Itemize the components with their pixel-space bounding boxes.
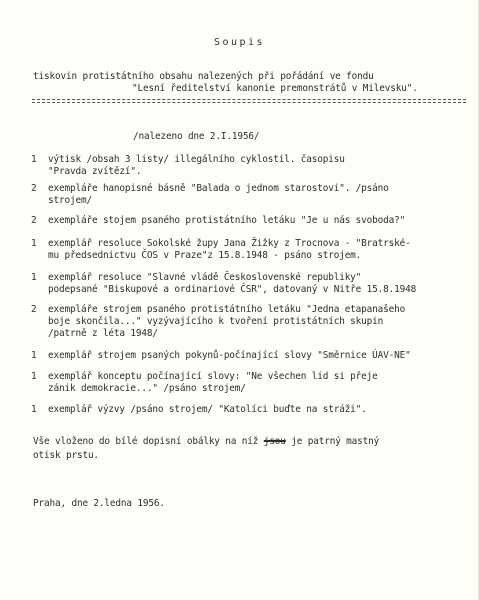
divider-rule-double xyxy=(32,102,466,103)
item-line: "Pravda zvítězí". xyxy=(48,166,142,177)
item-number: 2 xyxy=(31,183,37,194)
item-line: exemplář resoluce "Slavné vládě Československé republiky" xyxy=(48,272,362,283)
item-line: exempláře hanopisné básně "Balada o jednom starostovi". /psáno xyxy=(48,183,389,194)
item-line: exemplář výzvy /psáno strojem/ "Katolíci buďte na stráži". xyxy=(48,404,367,415)
item-line: strojem/ xyxy=(48,195,92,206)
item-line: exempláře strojem psaného protistátního letáku "Jedna etapanašeho xyxy=(48,304,406,315)
subtitle-line-2: "Lesní ředitelství kanonie premonstrátů v Milevsku". xyxy=(132,83,418,94)
closing-line-2: otisk prstu. xyxy=(33,450,99,461)
subtitle-line-1: tiskovin protistátního obsahu nalezených při pořádání ve fondu xyxy=(33,71,374,82)
item-number: 1 xyxy=(31,272,37,283)
place-date: Praha, dne 2.ledna 1956. xyxy=(33,498,165,509)
struck-word: jsou xyxy=(263,436,286,447)
item-line: exempláře stojem psaného protistátního letáku "Je u nás svoboda?" xyxy=(48,215,406,226)
item-number: 1 xyxy=(31,154,37,165)
item-number: 2 xyxy=(31,304,37,315)
item-line: zánik demokracie..." /psáno strojem/ xyxy=(48,383,246,394)
item-number: 1 xyxy=(31,371,37,382)
item-line: podepsané "Biskupové a ordinariové ČSR", datovaný v Nitře 15.8.1948 xyxy=(48,284,417,295)
item-number: 2 xyxy=(31,215,37,226)
item-number: 1 xyxy=(31,238,37,249)
item-line: mu předsednictvu ČOS v Praze"z 15.8.1948 - psáno strojem. xyxy=(48,250,362,261)
item-line: boje skončila..." vyzývajícího k tvoření protistátních skupin xyxy=(48,316,384,327)
item-line: /patrně z léta 1948/ xyxy=(48,328,158,339)
divider-rule xyxy=(32,99,466,100)
item-line: exemplář konceptu počínající slovy: "Ne všechen lid si přeje xyxy=(48,371,378,382)
item-number: 1 xyxy=(31,350,37,361)
closing-line-1: Vše vloženo do bílé dopisní obálky na níž jsou je patrný mastný xyxy=(33,436,380,447)
item-line: exemplář strojem psaných pokynů-počínající slovy "Směrnice ÚAV-NE" xyxy=(48,350,411,361)
found-date: /nalezeno dne 2.I.1956/ xyxy=(133,131,260,142)
item-number: 1 xyxy=(31,404,37,415)
item-line: výtisk /obsah 3 listy/ illegálního cyklostil. časopisu xyxy=(48,154,345,165)
document-title: Soupis xyxy=(213,37,266,48)
item-line: exemplář resoluce Sokolské župy Jana Žižky z Trocnova - "Bratrské- xyxy=(48,238,411,249)
